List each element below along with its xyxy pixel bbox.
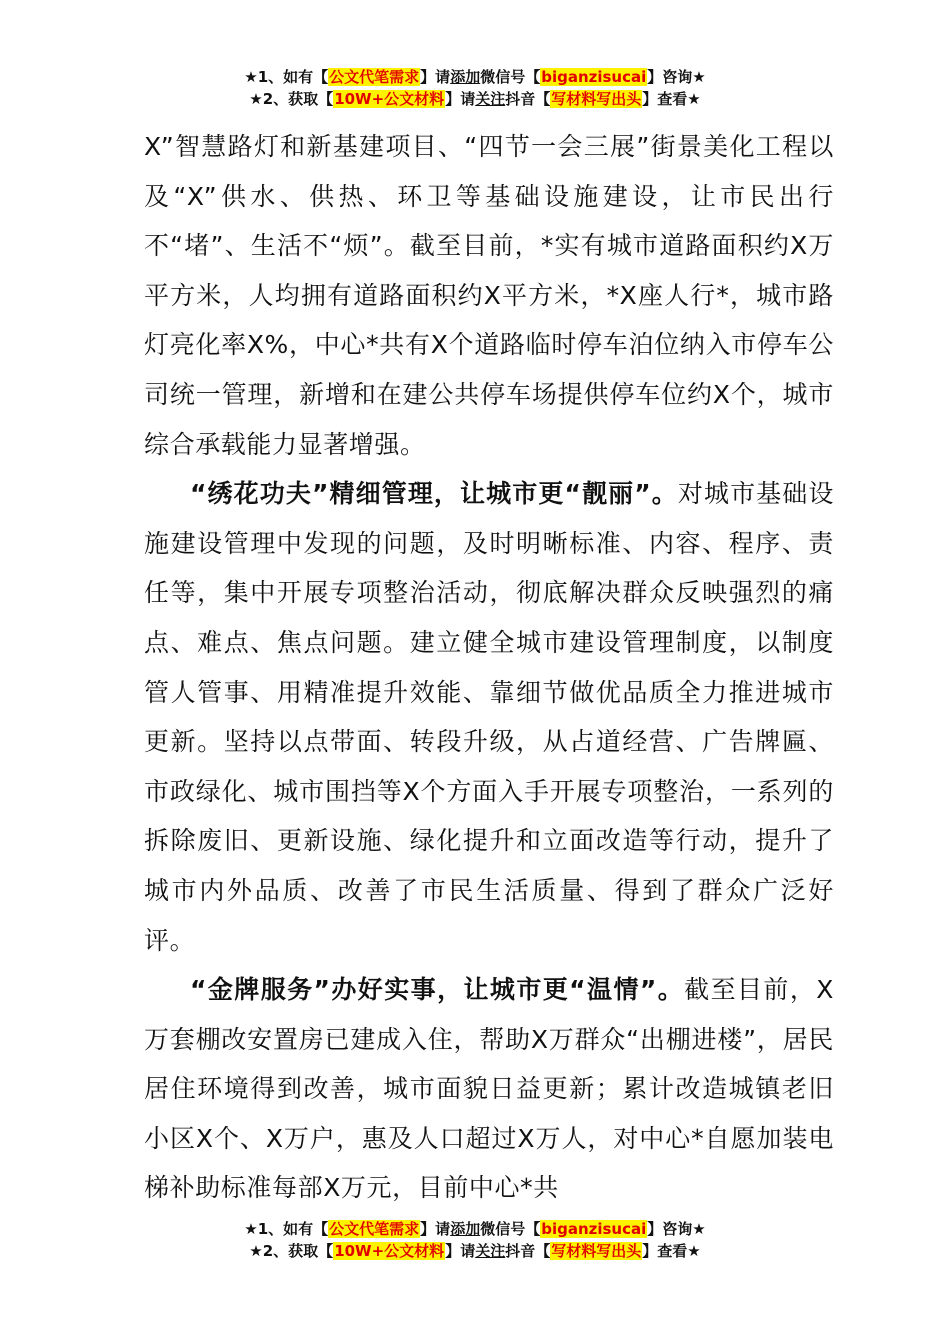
paragraph-refined-management — [144, 469, 834, 965]
paragraph-body: 对城市基础设施建设管理中发现的问题，及时明晰标准、内容、程序、责任等，集中开展专项整治活动，彻底解决群众反映强烈的痛点、难点、焦点问题。建立健全城市建设管理制度，以制度管人管事、用精准提升效能、靠细节做优品质全力推进城市更新。坚持以点带面、转段升级，从占道经营、广告牌匾、市政绿化、城市围挡等X个方面入手开展专项整治，一系列的拆除废旧、更新设施、绿化提升和立面改造等行动，提升了城市内外品质、改善了市民生活质量、得到了群众广泛好评。 — [144, 479, 834, 955]
promo-line-1 — [0, 66, 950, 88]
promo-text: ★1、如有【 — [244, 68, 329, 86]
promo-highlight: biganzisucai — [541, 1220, 647, 1238]
promo-highlight: 10W+公文材料 — [334, 90, 445, 108]
promo-emphasis: 添加 — [450, 68, 481, 86]
document-body — [144, 122, 834, 1213]
paragraph-continued: X”智慧路灯和新基建项目、“四节一会三展”街景美化工程以及“X”供水、供热、环卫等基础设施建设，让市民出行不“堵”、生活不“烦”。截至目前，*实有城市道路面积约X万平方米，人均拥有道路面积约X平方米，*X座人行*，城市路灯亮化率X%，中心*共有X个道路临时停车泊位纳入市停车公司统一管理，新增和在建公共停车场提供停车位约X个，城市综合承载能力显著增强。 — [144, 132, 834, 459]
paragraph-lead-heading: “金牌服务”办好实事，让城市更“温情”。 — [190, 975, 685, 1005]
promo-highlight: 写材料写出头 — [551, 1242, 642, 1260]
paragraph-lead-heading: “绣花功夫”精细管理，让城市更“靓丽”。 — [190, 479, 678, 509]
promo-emphasis: 关注 — [475, 90, 506, 108]
promo-text: 】查看★ — [642, 90, 701, 108]
promo-text: 】请 — [445, 1242, 476, 1260]
promo-text: ★2、获取【 — [249, 90, 334, 108]
promo-emphasis: 关注 — [475, 1242, 506, 1260]
header-promo-banner — [0, 66, 950, 110]
promo-highlight: biganzisucai — [541, 68, 647, 86]
footer-promo-banner — [0, 1218, 950, 1262]
promo-highlight: 写材料写出头 — [551, 90, 642, 108]
promo-line-2 — [0, 1240, 950, 1262]
promo-text: 】查看★ — [642, 1242, 701, 1260]
promo-highlight: 公文代笔需求 — [329, 68, 420, 86]
promo-highlight: 10W+公文材料 — [334, 1242, 445, 1260]
paragraph-body: 截至目前，X万套棚改安置房已建成入住，帮助X万群众“出棚进楼”，居民居住环境得到改善，城市面貌日益更新；累计改造城镇老旧小区X个、X万户，惠及人口超过X万人，对中心*自愿加装电梯补助标准每部X万元，目前中心*共 — [144, 975, 834, 1203]
promo-text: 】请 — [420, 1220, 451, 1238]
promo-text: 】请 — [445, 90, 476, 108]
promo-text: ★2、获取【 — [249, 1242, 334, 1260]
promo-text: 微信号【 — [480, 68, 541, 86]
promo-text: 】请 — [420, 68, 451, 86]
promo-highlight: 公文代笔需求 — [329, 1220, 420, 1238]
paragraph-gold-service — [144, 965, 834, 1213]
promo-text: 抖音【 — [505, 1242, 551, 1260]
promo-text: 】咨询★ — [647, 1220, 706, 1238]
promo-text: 】咨询★ — [647, 68, 706, 86]
promo-emphasis: 添加 — [450, 1220, 481, 1238]
promo-text: ★1、如有【 — [244, 1220, 329, 1238]
promo-text: 抖音【 — [505, 90, 551, 108]
promo-line-2 — [0, 88, 950, 110]
promo-text: 微信号【 — [480, 1220, 541, 1238]
promo-line-1 — [0, 1218, 950, 1240]
